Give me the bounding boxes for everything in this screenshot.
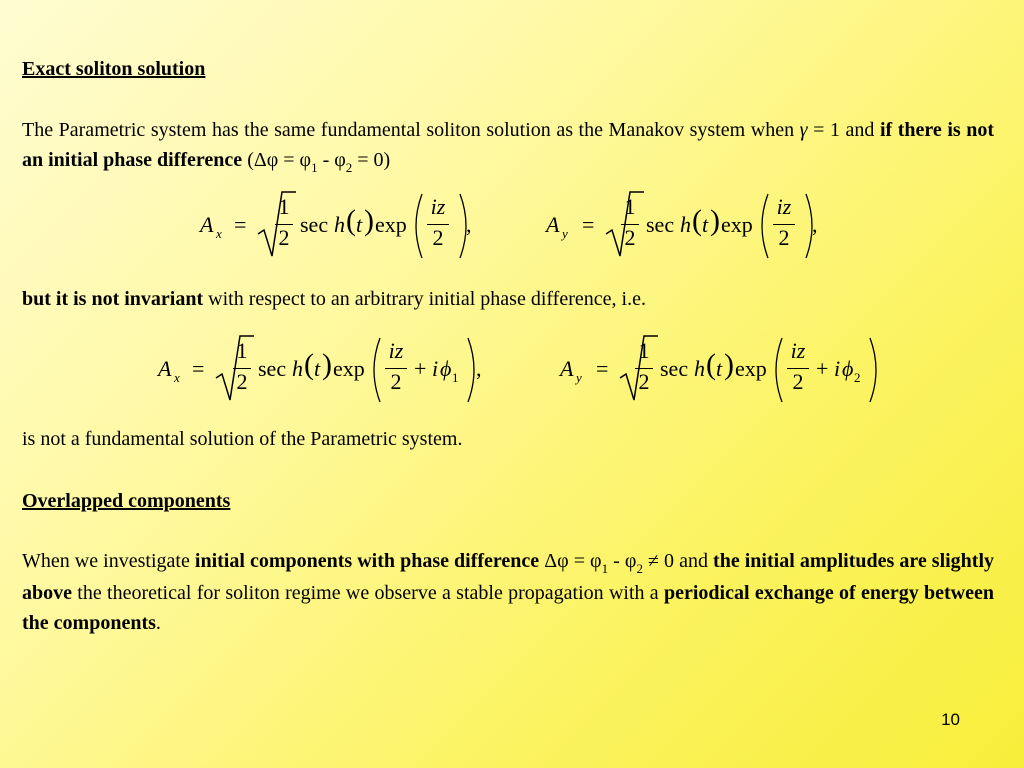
eq2-iz-2: iz — [790, 338, 806, 363]
eq2-sec-2: sec — [660, 356, 689, 381]
eq2-rp: ) — [322, 348, 332, 381]
overlap-bold3: periodical exchange of energy between the components — [22, 582, 994, 634]
intro-close: = 0) — [352, 149, 391, 171]
overlap-mid: 0 and — [664, 550, 714, 572]
eq1-lp: ( — [346, 204, 356, 237]
overlap-sub1: 1 — [601, 561, 609, 576]
eq2-i-2: i — [834, 356, 841, 381]
eq2-equals-1: = — [192, 356, 205, 381]
eq1-h: h — [334, 212, 345, 237]
equation-1 — [200, 190, 840, 270]
eq1-x-sub: x — [216, 226, 222, 241]
eq1-t: t — [356, 212, 363, 237]
eq1-iz-2: iz — [776, 194, 792, 219]
overlap-start: When we investigate — [22, 550, 195, 572]
intro-minus: - φ — [317, 149, 346, 171]
overlap-neq: ≠ — [642, 550, 665, 572]
eq1-den: 2 — [278, 225, 290, 250]
eq2-den-4: 2 — [792, 369, 804, 394]
gamma-symbol: γ — [799, 119, 808, 141]
eq1-iz: iz — [430, 194, 446, 219]
eq2-plus-2: + — [816, 356, 829, 381]
not-invariant-text: with respect to an arbitrary initial phase difference, i.e. — [203, 288, 646, 310]
eq2-iz: iz — [388, 338, 404, 363]
eq1-num: 1 — [278, 194, 290, 219]
paragraph-overlapped — [22, 546, 994, 638]
eq2-den-3: 2 — [638, 369, 650, 394]
eq2-i: i — [432, 356, 439, 381]
eq1-Ax: A — [200, 212, 214, 237]
eq2-x-sub: x — [174, 370, 180, 385]
overlap-minus: - φ — [608, 550, 637, 572]
heading-overlapped: Overlapped components — [22, 490, 231, 512]
equation-2 — [158, 330, 888, 410]
eq1-sec-2: sec — [646, 212, 675, 237]
intro-eq: = 1 and — [813, 119, 875, 141]
eq2-den2: 2 — [390, 369, 402, 394]
eq2-sub2: 2 — [854, 370, 861, 385]
not-invariant-bold: but it is not invariant — [22, 288, 204, 310]
intro-text: The Parametric system has the same fundamental soliton solution as the Manakov system when — [22, 119, 795, 141]
eq1-comma-2: , — [812, 212, 818, 237]
eq2-exp: exp — [333, 356, 365, 381]
eq1-num-2: 1 — [624, 194, 636, 219]
eq1-exp-2: exp — [721, 212, 753, 237]
eq1-den-4: 2 — [778, 225, 790, 250]
heading-exact-soliton: Exact soliton solution — [22, 58, 206, 80]
intro-phase: (Δφ = φ — [247, 149, 312, 171]
intro-sub2: 2 — [345, 160, 353, 175]
eq2-plus: + — [414, 356, 427, 381]
eq2-Ax: A — [158, 356, 172, 381]
eq1-h-2: h — [680, 212, 691, 237]
eq1-Ay: A — [546, 212, 560, 237]
eq1-t-2: t — [702, 212, 709, 237]
eq2-h-2: h — [694, 356, 705, 381]
eq2-phi-2: ϕ — [842, 356, 854, 381]
eq1-lp-2: ( — [692, 204, 702, 237]
eq2-t-2: t — [716, 356, 723, 381]
eq2-exp-2: exp — [735, 356, 767, 381]
eq1-den-3: 2 — [624, 225, 636, 250]
eq2-sub1: 1 — [452, 370, 459, 385]
paragraph-not-invariant — [22, 284, 994, 314]
eq2-sec: sec — [258, 356, 287, 381]
eq2-phi: ϕ — [440, 356, 452, 381]
paragraph-not-fundamental: is not a fundamental solution of the Parametric system. — [22, 428, 463, 450]
paragraph-intro — [22, 115, 994, 177]
eq1-rp-2: ) — [710, 204, 720, 237]
eq2-t: t — [314, 356, 321, 381]
eq1-sec: sec — [300, 212, 329, 237]
eq2-lp: ( — [304, 348, 314, 381]
eq2-num-2: 1 — [638, 338, 650, 363]
overlap-rest: the theoretical for soliton regime we observe a stable propagation with a — [72, 582, 664, 604]
eq2-den: 2 — [236, 369, 248, 394]
eq1-equals-1: = — [234, 212, 247, 237]
eq2-comma: , — [476, 356, 482, 381]
overlap-phase: Δφ = φ — [539, 550, 602, 572]
eq2-lp-2: ( — [706, 348, 716, 381]
eq1-equals-2: = — [582, 212, 595, 237]
eq2-rp-2: ) — [724, 348, 734, 381]
overlap-bold1: initial components with phase difference — [194, 550, 540, 572]
overlap-sub2: 2 — [636, 561, 643, 576]
overlap-bold2: the initial amplitudes are slightly above — [22, 550, 995, 604]
eq2-Ay: A — [560, 356, 574, 381]
eq2-num: 1 — [236, 338, 248, 363]
eq1-exp: exp — [375, 212, 407, 237]
page-number: 10 — [941, 710, 960, 729]
overlap-end: . — [155, 612, 161, 634]
eq1-rp: ) — [364, 204, 374, 237]
intro-bold: if there is not an initial phase difference — [22, 119, 995, 171]
eq1-den2: 2 — [432, 225, 444, 250]
eq2-y-sub: y — [576, 370, 582, 385]
eq2-h: h — [292, 356, 303, 381]
intro-sub1: 1 — [311, 160, 318, 175]
eq2-equals-2: = — [596, 356, 609, 381]
eq1-comma: , — [466, 212, 472, 237]
eq1-y-sub: y — [562, 226, 568, 241]
